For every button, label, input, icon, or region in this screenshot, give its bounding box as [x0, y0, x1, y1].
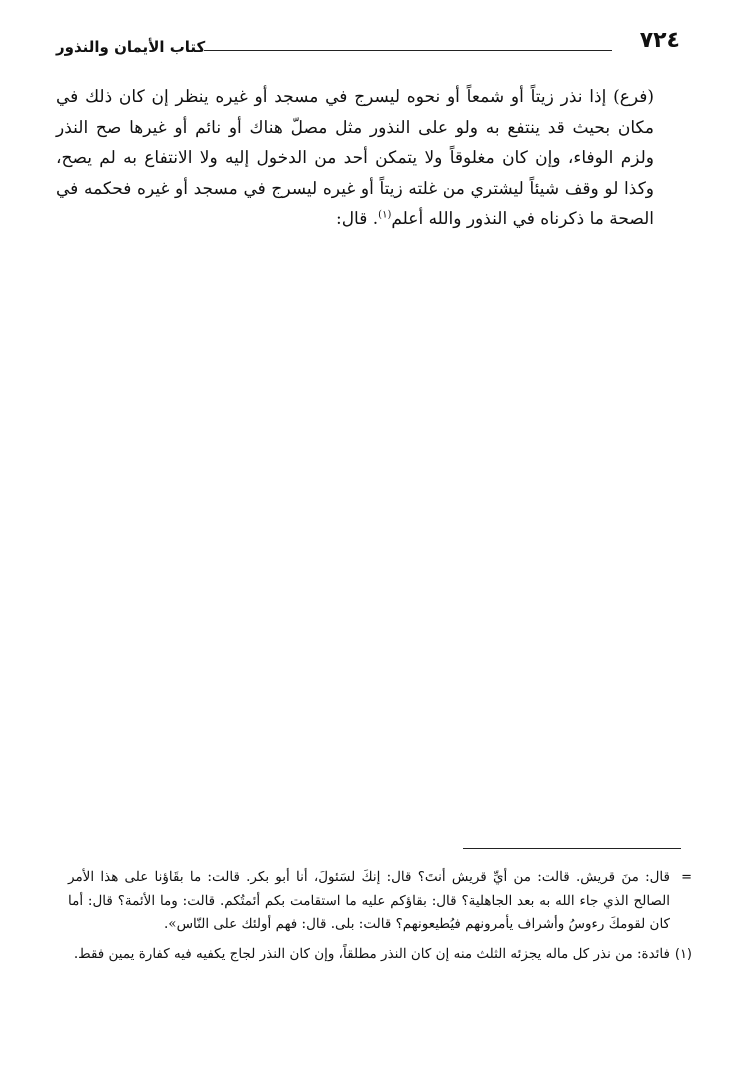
footnote-reference: (١) — [378, 209, 392, 221]
footnotes — [68, 866, 692, 972]
running-title: كتاب الأيمان والنذور — [56, 38, 206, 56]
continuation-marker: = — [681, 870, 692, 885]
footnote-1 — [68, 943, 692, 967]
paragraph-end: . قال: — [335, 209, 379, 229]
footnote-separator — [463, 848, 681, 849]
footnote-1-text: فائدة: من نذر كل ماله يجزئه الثلث منه إن كان النذر مطلقاً، وإن كان النذر لجاج يكفيه فيه كفارة يمين فقط. — [73, 945, 670, 962]
header-rule — [204, 50, 612, 51]
page-header — [56, 28, 680, 64]
footnote-continuation-text: قال: منَ قريش. قالت: من أيِّ قريش أنتَ؟ قال: إنكَ لسَئولَ، أنا أبو بكر. قالت: ما بقَاؤنا على هذا الأمر الصالح الذي جاء الله به بعد الجاهلية؟ قال: بقاؤكم عليه ما استقامت بكم أئمتُكم. قالت: وما الأئمة؟ قال: أما كان لقومكَ رءوسُ وأشراف يأمرونهم فيُطيعونهم؟ قالت: بلى. قال: فهم أولئك على النّاس». — [68, 869, 670, 932]
footnote-continuation — [68, 866, 692, 937]
main-paragraph — [56, 82, 680, 235]
main-text — [56, 82, 680, 235]
page-number: ٧٢٤ — [639, 28, 680, 53]
paragraph-text: (فرع) إذا نذر زيتاً أو شمعاً أو نحوه ليسرج في مسجد أو غيره ينظر إن كان ذلك في مكان بحيث قد ينتفع به ولو على النذور مثل مصلّ هناك أو نائم أو غيرها صح النذر ولزم الوفاء، وإن كان مغلوقاً ولا يتمكن أحد من الدخول إليه ولا الانتفاع به لم يصح، وكذا لو وقف شيئاً ليشتري من غلته زيتاً أو غيره ليسرج في مسجد أو غيره فحكمه في الصحة ما ذكرناه في النذور والله أعلم — [56, 87, 654, 229]
footnote-1-marker: (١) — [674, 946, 692, 962]
